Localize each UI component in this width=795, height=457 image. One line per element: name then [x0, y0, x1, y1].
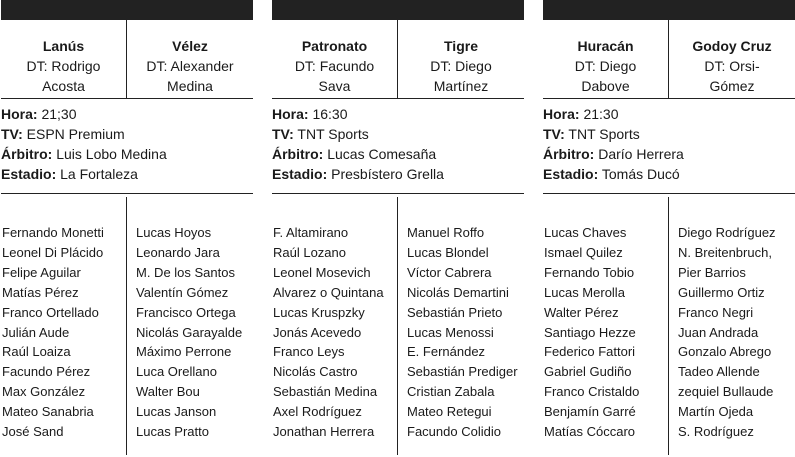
info-arbitro [1, 144, 253, 164]
player-name: Axel Rodríguez [273, 404, 362, 420]
info-value: 16:30 [312, 106, 348, 122]
player-name: Leonardo Jara [136, 244, 220, 260]
player-name: José Sand [2, 424, 64, 440]
info-value: Tomás Ducó [601, 166, 680, 182]
player-name: Lucas Hoyos [136, 225, 212, 240]
divider [272, 193, 524, 194]
player-name: Víctor Cabrera [407, 264, 492, 280]
lineup-away [678, 223, 795, 442]
info-estadio [1, 164, 253, 184]
team-away [669, 20, 795, 98]
header-bar [1, 0, 253, 20]
player-name: Sebastián Prieto [407, 304, 503, 320]
info-label: Hora: [272, 106, 309, 122]
info-hora [1, 104, 253, 124]
player-name: Jonás Acevedo [273, 324, 362, 340]
player-name: Cristian Zabala [407, 384, 495, 400]
lineup-away [136, 223, 262, 442]
lineup-home [273, 223, 399, 442]
player-name: Lucas Pratto [136, 424, 209, 440]
info-tv [543, 124, 795, 144]
info-label: TV: [543, 126, 565, 142]
player-name: Leonel Di Plácido [2, 244, 104, 260]
team-home [1, 20, 126, 98]
divider [397, 20, 398, 98]
info-value: Lucas Comesaña [327, 146, 437, 162]
info-value: 21:30 [583, 106, 619, 122]
player-name: Lucas Chaves [544, 225, 627, 240]
info-arbitro [272, 144, 524, 164]
player-name: Raúl Lozano [273, 244, 346, 260]
player-name: Lucas Janson [136, 404, 217, 420]
player-name: Franco Negri [678, 304, 754, 320]
player-name: Nicolás Castro [273, 364, 358, 380]
info-label: Árbitro: [272, 146, 324, 162]
match-column [543, 0, 795, 457]
info-hora [272, 104, 524, 124]
player-name: Federico Fattori [544, 344, 636, 360]
info-value: Luis Lobo Medina [56, 146, 167, 162]
divider [126, 20, 127, 98]
teams-header [272, 20, 524, 99]
player-name: M. De los Santos [136, 264, 235, 280]
team-name: Patronato [301, 38, 368, 54]
divider [543, 193, 795, 194]
info-value: La Fortaleza [60, 166, 138, 182]
player-name: Juan Andrada [678, 324, 759, 340]
player-name: Tadeo Allende [678, 364, 760, 380]
player-name: Facundo Colidio [407, 424, 501, 440]
info-label: Estadio: [543, 166, 599, 182]
player-name: Sebastián Prediger [407, 364, 518, 380]
player-name: Franco Leys [273, 344, 345, 360]
player-name: E. Fernández [407, 344, 486, 360]
player-name: Walter Bou [136, 384, 200, 400]
player-name: Lucas Kruspzky [273, 304, 365, 320]
info-hora [543, 104, 795, 124]
team-name: Huracán [577, 38, 634, 54]
player-name: Alvarez o Quintana [273, 284, 384, 300]
info-label: Árbitro: [1, 146, 53, 162]
player-name: Pier Barrios [678, 264, 746, 280]
info-label: TV: [1, 126, 23, 142]
info-arbitro [543, 144, 795, 164]
lineup-home [544, 223, 670, 442]
player-name: Martín Ojeda [678, 404, 754, 420]
player-name: Gabriel Gudiño [544, 364, 632, 380]
player-name: Nicolás Demartini [407, 284, 509, 300]
info-value: Presbístero Grella [331, 166, 444, 182]
teams-header [543, 20, 795, 99]
player-name: Leonel Mosevich [273, 264, 371, 280]
info-label: Estadio: [1, 166, 57, 182]
player-name: Luca Orellano [136, 364, 217, 380]
info-value: Darío Herrera [598, 146, 684, 162]
header-bar [272, 0, 524, 20]
team-home [543, 20, 668, 98]
info-label: Hora: [543, 106, 580, 122]
player-name: Mateo Sanabria [2, 404, 94, 420]
info-tv [272, 124, 524, 144]
coach-name: DT: Orsi- Gómez [704, 58, 760, 94]
player-name: Nicolás Garayalde [136, 324, 243, 340]
teams-header [1, 20, 253, 99]
info-label: TV: [272, 126, 294, 142]
coach-name: DT: Alexander Medina [146, 58, 234, 94]
player-name: Valentín Gómez [136, 284, 229, 300]
coach-name: DT: Facundo Sava [294, 58, 375, 94]
info-estadio [272, 164, 524, 184]
divider [668, 20, 669, 98]
player-name: Fernando Tobio [544, 264, 635, 280]
player-name: Ismael Quilez [544, 244, 623, 260]
match-column [272, 0, 524, 457]
player-name: Diego Rodríguez [678, 225, 776, 240]
player-name: Guillermo Ortiz [678, 284, 765, 300]
team-name: Godoy Cruz [692, 38, 772, 54]
player-name: Jonathan Herrera [273, 424, 375, 440]
player-name: Lucas Merolla [544, 284, 625, 300]
info-estadio [543, 164, 795, 184]
player-name: Julián Aude [2, 324, 70, 340]
header-bar [543, 0, 795, 20]
player-name: Felipe Aguilar [2, 264, 81, 280]
team-name: Tigre [444, 38, 478, 54]
lineup-away [407, 223, 533, 442]
player-name: Franco Ortellado [2, 304, 99, 320]
player-name: Santiago Hezze [544, 324, 636, 340]
player-name: Lucas Menossi [407, 324, 494, 340]
player-name: Máximo Perrone [136, 344, 232, 360]
team-away [398, 20, 524, 98]
player-name: Francisco Ortega [136, 304, 236, 320]
player-name: Matías Cóccaro [544, 424, 636, 440]
info-value: TNT Sports [568, 126, 640, 142]
team-away [127, 20, 253, 98]
player-name: S. Rodríguez [678, 424, 754, 440]
coach-name: DT: Diego Martínez [430, 58, 492, 94]
lineup-home [2, 223, 128, 442]
player-name: Max González [2, 384, 86, 400]
player-name: Fernando Monetti [2, 225, 104, 240]
player-name: F. Altamirano [273, 225, 349, 240]
player-name: Mateo Retegui [407, 404, 492, 420]
divider [1, 193, 253, 194]
info-value: TNT Sports [297, 126, 369, 142]
team-name: Vélez [172, 38, 208, 54]
player-name: Raúl Loaiza [2, 344, 71, 360]
match-info [543, 104, 795, 184]
player-name: Facundo Pérez [2, 364, 91, 380]
player-name: Sebastián Medina [273, 384, 378, 400]
team-name: Lanús [42, 38, 85, 54]
player-name: zequiel Bullaude [678, 384, 774, 400]
coach-name: DT: Diego Dabove [574, 58, 637, 94]
player-name: Matías Pérez [2, 284, 79, 300]
player-name: Lucas Blondel [407, 244, 489, 260]
player-name: Walter Pérez [544, 304, 619, 320]
match-column [1, 0, 253, 457]
info-label: Hora: [1, 106, 38, 122]
match-info [1, 104, 253, 184]
info-tv [1, 124, 253, 144]
team-home [272, 20, 397, 98]
coach-name: DT: Rodrigo Acosta [26, 58, 101, 94]
player-name: N. Breitenbruch, [678, 244, 772, 260]
match-info [272, 104, 524, 184]
info-label: Árbitro: [543, 146, 595, 162]
player-name: Gonzalo Abrego [678, 344, 772, 360]
info-value: ESPN Premium [26, 126, 125, 142]
player-name: Manuel Roffo [407, 225, 485, 240]
info-label: Estadio: [272, 166, 328, 182]
player-name: Franco Cristaldo [544, 384, 640, 400]
player-name: Benjamín Garré [544, 404, 636, 420]
info-value: 21;30 [41, 106, 77, 122]
